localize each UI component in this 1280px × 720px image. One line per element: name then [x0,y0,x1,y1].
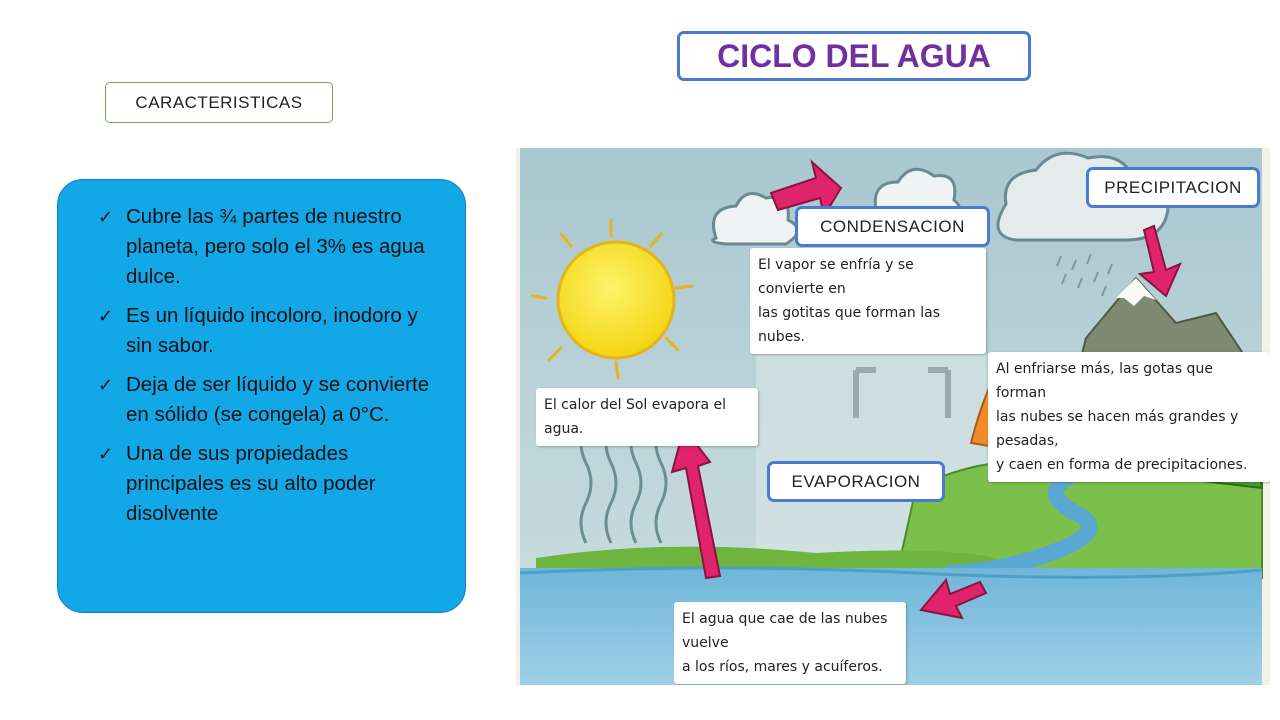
caption-line: las gotitas que forman las nubes. [758,305,940,345]
stage-label-text: PRECIPITACION [1104,177,1242,197]
caption-condensation [750,248,986,354]
stage-label-condensacion [795,206,990,247]
page-title-text: CICLO DEL AGUA [717,37,991,74]
caption-line: Al enfriarse más, las gotas que forman [996,361,1213,401]
characteristic-text: Deja de ser líquido y se convierte en sólido (se congela) a 0°C. [126,373,430,426]
caption-line: El agua que cae de las nubes vuelve [682,611,888,651]
characteristics-label [105,82,333,123]
stage-label-text: CONDENSACION [820,216,965,236]
stage-label-text: EVAPORACION [791,471,921,491]
caption-line: a los ríos, mares y acuíferos. [682,659,883,675]
checkmark-icon: ✓ [98,444,114,464]
characteristic-item [98,202,435,292]
checkmark-icon: ✓ [98,375,114,395]
page-title [677,31,1031,81]
caption-line: y caen en forma de precipitaciones. [996,457,1248,473]
caption-line: El vapor se enfría y se convierte en [758,257,914,297]
characteristic-item [98,439,435,529]
caption-precipitation [988,352,1270,482]
characteristic-item [98,301,435,361]
checkmark-icon: ✓ [98,306,114,326]
characteristics-panel [57,179,466,613]
checkmark-icon: ✓ [98,207,114,227]
caption-evaporation [536,388,758,446]
characteristic-text: Es un líquido incoloro, inodoro y sin sabor. [126,304,418,357]
stage-label-precipitacion [1086,167,1260,208]
characteristic-text: Cubre las ¾ partes de nuestro planeta, pero solo el 3% es agua dulce. [126,205,425,288]
stage-label-evaporacion [767,461,945,502]
caption-line: El calor del Sol evapora el agua. [544,397,726,437]
caption-collection [674,602,906,684]
characteristic-text: Una de sus propiedades principales es su alto poder disolvente [126,442,376,525]
characteristics-label-text: CARACTERISTICAS [135,92,303,112]
characteristics-list [58,180,465,529]
caption-line: las nubes se hacen más grandes y pesadas, [996,409,1239,449]
characteristic-item [98,370,435,430]
